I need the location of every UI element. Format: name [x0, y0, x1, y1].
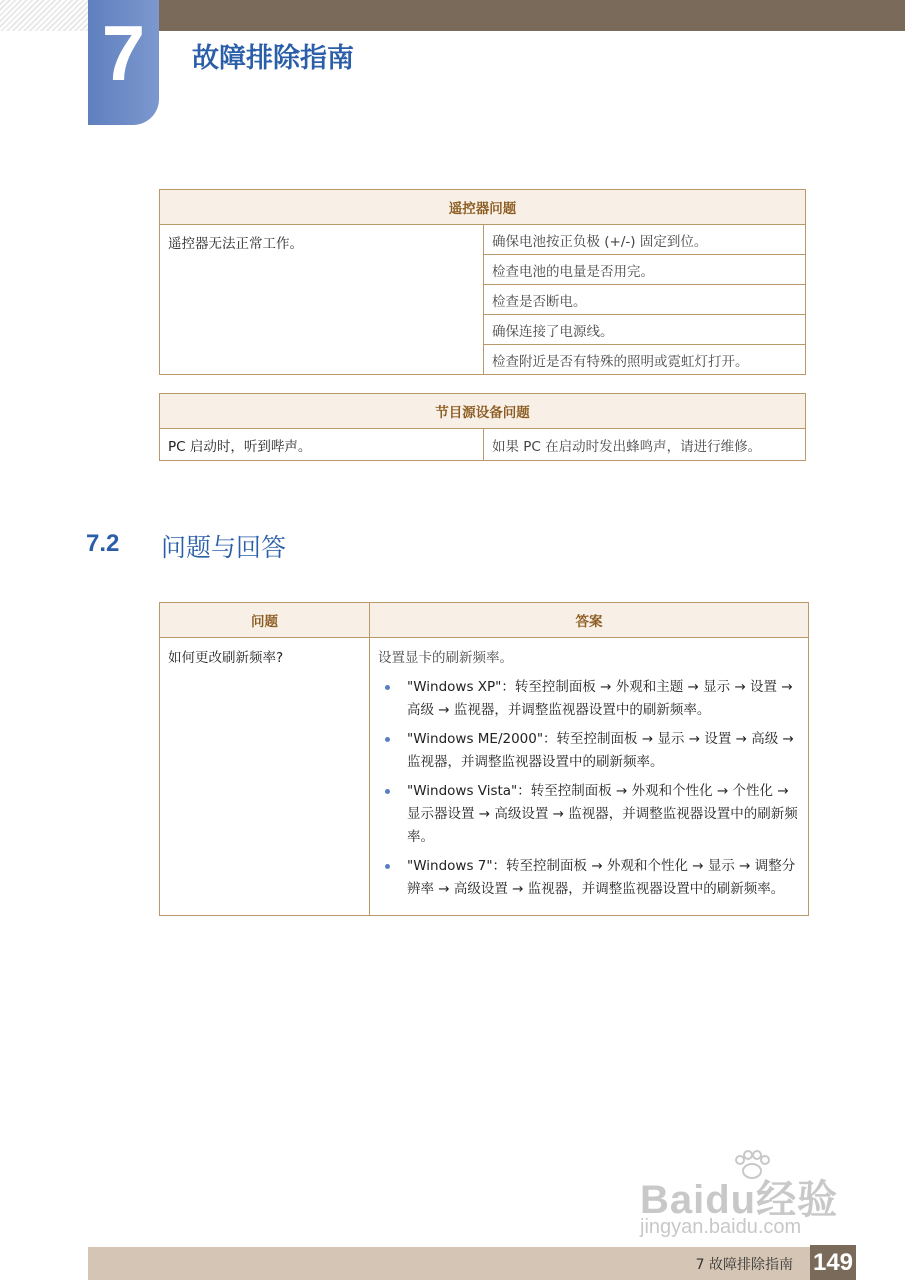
baidu-watermark: [640, 1150, 855, 1245]
problem-cell: 遥控器无法正常工作。: [160, 225, 484, 375]
list-item: [378, 728, 800, 774]
column-header-answer: 答案: [370, 603, 809, 638]
chapter-number-tab: 7: [88, 0, 159, 125]
section-number: 7.2: [86, 530, 120, 557]
watermark-logo: Baidu经验: [640, 1178, 839, 1222]
list-item: [378, 855, 800, 901]
solution-cell: 检查电池的电量是否用完。: [484, 255, 806, 285]
chapter-title: 故障排除指南: [192, 43, 354, 74]
solution-cell: 确保电池按正负极 (+/-) 固定到位。: [484, 225, 806, 255]
list-item: [378, 676, 800, 722]
answer-intro: 设置显卡的刷新频率。: [378, 650, 513, 666]
bullet-icon: [385, 864, 390, 869]
list-item-text: "Windows 7"：转至控制面板 → 外观和个性化 → 显示 → 调整分辨率 → 高级设置 → 监视器，并调整监视器设置中的刷新频率。: [407, 858, 796, 897]
bullet-icon: [385, 737, 390, 742]
list-item: [378, 780, 800, 849]
table-heading: 节目源设备问题: [160, 394, 806, 429]
column-header-question: 问题: [160, 603, 370, 638]
remote-control-table: [159, 189, 806, 375]
header-pattern: [0, 0, 88, 31]
section-title: 问题与回答: [161, 533, 287, 562]
list-item-text: "Windows XP"：转至控制面板 → 外观和主题 → 显示 → 设置 → 高级 → 监视器，并调整监视器设置中的刷新频率。: [407, 679, 793, 718]
answer-cell: [370, 638, 809, 916]
solution-cell: 检查是否断电。: [484, 285, 806, 315]
answer-list: [378, 676, 800, 901]
list-item-text: "Windows Vista"：转至控制面板 → 外观和个性化 → 个性化 → 显示器设置 → 高级设置 → 监视器，并调整监视器设置中的刷新频率。: [407, 783, 798, 845]
watermark-url: jingyan.baidu.com: [640, 1216, 802, 1238]
list-item-text: "Windows ME/2000"：转至控制面板 → 显示 → 设置 → 高级 → 监视器，并调整监视器设置中的刷新频率。: [407, 731, 794, 770]
problem-cell: PC 启动时，听到哔声。: [160, 429, 484, 461]
footer-chapter-label: 7 故障排除指南: [695, 1257, 793, 1273]
qa-table: [159, 602, 809, 916]
bullet-icon: [385, 789, 390, 794]
source-device-table: [159, 393, 806, 461]
table-heading: 遥控器问题: [160, 190, 806, 225]
solution-cell: 如果 PC 在启动时发出蜂鸣声，请进行维修。: [484, 429, 806, 461]
question-cell: 如何更改刷新频率?: [160, 638, 370, 916]
solution-cell: 检查附近是否有特殊的照明或霓虹灯打开。: [484, 345, 806, 375]
bullet-icon: [385, 685, 390, 690]
page-number: 149: [810, 1245, 856, 1280]
solution-cell: 确保连接了电源线。: [484, 315, 806, 345]
